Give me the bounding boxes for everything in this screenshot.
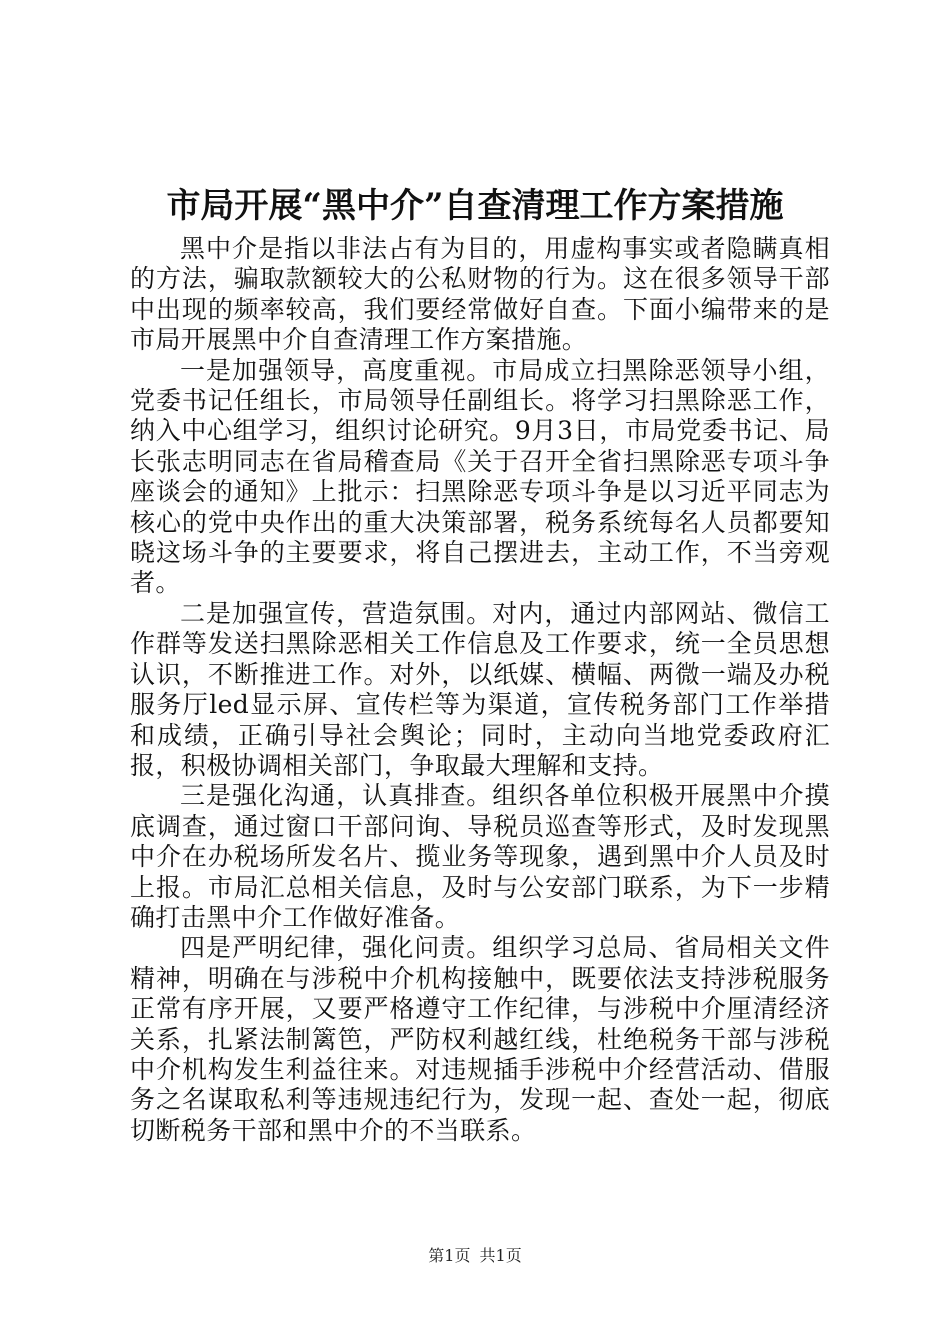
- page-footer: [0, 1246, 950, 1266]
- paragraph-leadership: 一是加强领导，高度重视。市局成立扫黑除恶领导小组，党委书记任组长，市局领导任副组长。将学习扫黑除恶工作，纳入中心组学习，组织讨论研究。9月3日，市局党委书记、局长张志明同志在省局稽查局《关于召开全省扫黑除恶专项斗争座谈会的通知》上批示：扫黑除恶专项斗争是以习近平同志为核心的党中央作出的重大决策部署，税务系统每名人员都要知晓这场斗争的主要要求，将自己摆进去，主动工作，不当旁观者。: [130, 355, 830, 598]
- document-title: 市局开展“黑中介”自查清理工作方案措施: [166, 186, 784, 226]
- paragraph-investigation: 三是强化沟通，认真排查。组织各单位积极开展黑中介摸底调查，通过窗口干部问询、导税员巡查等形式，及时发现黑中介在办税场所发名片、揽业务等现象，遇到黑中介人员及时上报。市局汇总相关信息，及时与公安部门联系，为下一步精确打击黑中介工作做好准备。: [130, 781, 830, 932]
- document-body: [130, 234, 830, 1146]
- page-number-current: 第1页: [428, 1246, 471, 1265]
- paragraph-discipline: 四是严明纪律，强化问责。组织学习总局、省局相关文件精神，明确在与涉税中介机构接触中，既要依法支持涉税服务正常有序开展，又要严格遵守工作纪律，与涉税中介厘清经济关系，扎紧法制篱笆，严防权利越红线，杜绝税务干部与涉税中介机构发生利益往来。对违规插手涉税中介经营活动、借服务之名谋取私利等违规违纪行为，发现一起、查处一起，彻底切断税务干部和黑中介的不当联系。: [130, 933, 830, 1145]
- page-number-total: 共1页: [479, 1246, 522, 1265]
- paragraph-publicity: 二是加强宣传，营造氛围。对内，通过内部网站、微信工作群等发送扫黑除恶相关工作信息及工作要求，统一全员思想认识，不断推进工作。对外，以纸媒、横幅、两微一端及办税服务厅led显示屏、宣传栏等为渠道，宣传税务部门工作举措和成绩，正确引导社会舆论；同时，主动向当地党委政府汇报，积极协调相关部门，争取最大理解和支持。: [130, 598, 830, 780]
- paragraph-intro: 黑中介是指以非法占有为目的，用虚构事实或者隐瞒真相的方法，骗取款额较大的公私财物的行为。这在很多领导干部中出现的频率较高，我们要经常做好自查。下面小编带来的是市局开展黑中介自查清理工作方案措施。: [130, 234, 830, 355]
